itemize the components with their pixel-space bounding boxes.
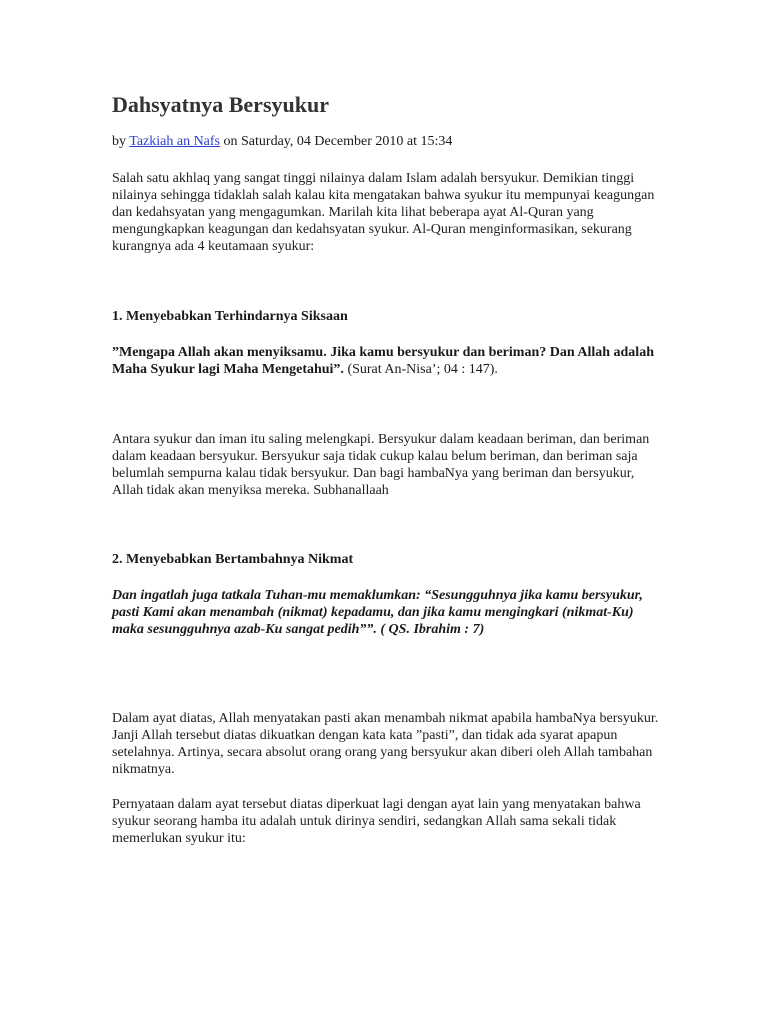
- section-2-quote-text: Dan ingatlah juga tatkala Tuhan-mu memaklumkan: “Sesungguhnya jika kamu bersyukur, pasti Kami akan menambah (nikmat) kepadamu, dan jika kamu mengingkari (nikmat-Ku) maka sesungguhnya azab-Ku sangat pedih””. ( QS. Ibrahim : 7): [112, 588, 643, 637]
- section-2-quote: [112, 587, 660, 638]
- section-2-heading: 2. Menyebabkan Bertambahnya Nikmat: [112, 552, 354, 567]
- intro-paragraph: Salah satu akhlaq yang sangat tinggi nilainya dalam Islam adalah bersyukur. Demikian tinggi nilainya sehingga tidaklah salah kalau kita mengatakan bahwa syukur itu mempunyai keagungan dan kedahsyatan yang mengagumkan. Marilah kita lihat beberapa ayat Al-Quran yang mengungkapkan keagungan dan kedahsyatan syukur. Al-Quran menginformasikan, sekurang kurangnya ada 4 keutamaan syukur:: [112, 171, 655, 254]
- section-2-body-1: Dalam ayat diatas, Allah menyatakan pasti akan menambah nikmat apabila hambaNya bersyukur. Janji Allah tersebut diatas dikuatkan dengan kata kata ”pasti”, dan tidak ada syarat apapun setelahnya. Artinya, secara absolut orang orang yang bersyukur akan diberi oleh Allah tambahan nikmatnya.: [112, 711, 659, 777]
- author-link[interactable]: Tazkiah an Nafs: [129, 134, 221, 149]
- section-1-body: Antara syukur dan iman itu saling melengkapi. Bersyukur dalam keadaan beriman, dan beriman dalam keadaan bersyukur. Bersyukur saja tidak cukup kalau belum beriman, dan beriman saja belumlah sempurna kalau tidak bersyukur. Dan bagi hambaNya yang beriman dan bersyukur, Allah tidak akan menyiksa mereka. Subhanallaah: [112, 432, 650, 498]
- section-1-heading: 1. Menyebabkan Terhindarnya Siksaan: [112, 309, 348, 324]
- article-title: Dahsyatnya Bersyukur: [112, 92, 329, 117]
- byline-date: on Saturday, 04 December 2010 at 15:34: [220, 134, 453, 149]
- section-1-quote: [112, 344, 660, 378]
- byline: [112, 134, 452, 150]
- byline-prefix: by: [112, 134, 130, 149]
- section-1-quote-reference: (Surat An-Nisa’; 04 : 147).: [343, 362, 498, 377]
- section-1-quote-text: ”Mengapa Allah akan menyiksamu. Jika kamu bersyukur dan beriman? Dan Allah adalah Maha Syukur lagi Maha Mengetahui”.: [112, 345, 654, 377]
- section-2-body-2: Pernyataan dalam ayat tersebut diatas diperkuat lagi dengan ayat lain yang menyatakan bahwa syukur seorang hamba itu adalah untuk dirinya sendiri, sedangkan Allah sama sekali tidak memerlukan syukur itu:: [112, 797, 641, 846]
